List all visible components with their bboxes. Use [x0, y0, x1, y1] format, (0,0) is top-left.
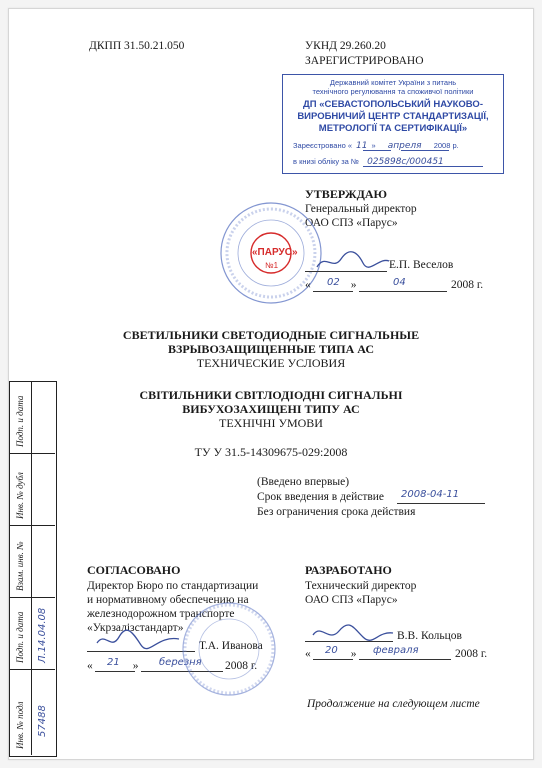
side-value-4: Л.14.04.08 [37, 607, 48, 663]
side-row-sep-1 [9, 453, 55, 454]
title-ru-line3: ТЕХНИЧЕСКИЕ УСЛОВИЯ [196, 356, 346, 370]
developed-name: В.В. Кольцов [397, 630, 462, 642]
side-value-5: 57488 [37, 705, 48, 737]
tu-number: ТУ У 31.5-14309675-029:2008 [194, 445, 348, 459]
side-row-sep-2 [9, 525, 55, 526]
document-page [8, 8, 534, 760]
approve-year: 2008 г. [451, 279, 484, 291]
agreed-day: 21 [107, 657, 120, 668]
registered-label: ЗАРЕГИСТРИРОВАНО [305, 55, 424, 67]
stamp-book-number: 025898с/000451 [367, 157, 444, 167]
stamp-book-label: в книзі обліку за № [293, 157, 359, 166]
agreed-line2: и нормативному обеспечению на [87, 594, 249, 606]
developed-month: февраля [373, 645, 419, 656]
stamp-book-underline [363, 166, 483, 167]
ukn-code: УКНД 29.260.20 [305, 40, 386, 52]
developed-day: 20 [325, 645, 338, 656]
side-row-sep-3 [9, 597, 55, 598]
intro-date-label: Срок введения в действие [257, 491, 385, 503]
agreed-year: 2008 г. [225, 660, 258, 672]
approve-position2: ОАО СПЗ «Парус» [305, 217, 398, 229]
intro-validity: Без ограничения срока действия [257, 506, 416, 518]
side-label-2: Инв. № дубл [15, 472, 25, 519]
approve-sign-underline [305, 271, 387, 272]
approve-position1: Генеральный директор [305, 203, 417, 215]
agreed-line3: железнодорожном транспорте [87, 608, 235, 620]
approve-name: Е.П. Веселов [389, 259, 454, 271]
side-stamp-table [9, 381, 55, 761]
title-ru-line1: СВЕТИЛЬНИКИ СВЕТОДИОДНЫЕ СИГНАЛЬНЫЕ [122, 328, 420, 342]
agreed-day-underline [95, 671, 135, 672]
agreed-name: Т.А. Иванова [199, 640, 263, 652]
stamp-day-underline [363, 150, 391, 151]
seal-center-top: «ПАРУС» [252, 247, 298, 258]
intro-date-value: 2008-04-11 [401, 489, 460, 500]
registration-stamp [282, 74, 504, 174]
agreed-seal [179, 599, 279, 699]
agreed-line4: «Укрзалізстандарт» [87, 622, 184, 634]
stamp-org2: ВИРОБНИЧИЙ ЦЕНТР СТАНДАРТИЗАЦІЇ, [297, 111, 489, 122]
continuation-note: Продолжение на следующем листе [307, 698, 480, 710]
stamp-reg-year: 2008 р. [433, 141, 459, 150]
approve-signature [313, 247, 393, 277]
approve-month: 04 [393, 277, 406, 288]
doc-code: ДКПП 31.50.21.050 [89, 40, 185, 52]
stamp-month-underline [401, 150, 449, 151]
stamp-line1: Державний комітет України з питань [329, 78, 457, 87]
stamp-registered-row: Зареєстровано « 11 » апреля 2008 р. [293, 141, 459, 151]
approve-title: УТВЕРЖДАЮ [305, 187, 388, 201]
intro-first: (Введено впервые) [257, 476, 350, 488]
developed-title: РАЗРАБОТАНО [305, 563, 392, 577]
agreed-date-row: « » [87, 660, 139, 672]
developed-year: 2008 г. [455, 648, 488, 660]
side-label-5: Инв. № подл [15, 701, 25, 749]
developed-month-underline [359, 659, 451, 660]
developed-line1: Технический директор [305, 580, 417, 592]
developed-day-underline [313, 659, 353, 660]
approve-day: 02 [327, 277, 340, 288]
stamp-registered-label: Зареєстровано « [293, 141, 353, 150]
side-row-sep-4 [9, 669, 55, 670]
agreed-line1: Директор Бюро по стандартизации [87, 580, 259, 592]
approve-day-underline [313, 291, 353, 292]
title-ua-line1: СВІТИЛЬНИКИ СВІТЛОДІОДНІ СИГНАЛЬНІ [139, 388, 403, 402]
side-table-divider [31, 381, 32, 755]
approve-month-underline [359, 291, 447, 292]
developed-sign-underline [305, 641, 393, 642]
title-ua-line3: ТЕХНІЧНІ УМОВИ [219, 416, 323, 430]
title-ua-line2: ВИБУХОЗАХИЩЕНІ ТИПУ АС [182, 402, 360, 416]
stamp-reg-day: 11 [356, 141, 368, 151]
approve-date-row: « » [305, 279, 357, 291]
developed-date-row: « » [305, 648, 357, 660]
title-ru-line2: ВЗРЫВОЗАЩИЩЕННЫЕ ТИПА АС [167, 342, 374, 356]
stamp-org3: МЕТРОЛОГІЇ ТА СЕРТИФІКАЦІЇ» [318, 123, 468, 134]
side-label-3: Взам. инв. № [15, 541, 25, 591]
seal-center-bottom: №1 [265, 261, 279, 270]
intro-date-underline [397, 503, 485, 504]
side-label-4: Подп. и дата [15, 611, 25, 663]
stamp-org1: ДП «СЕВАСТОПОЛЬСЬКИЙ НАУКОВО- [303, 99, 483, 110]
stamp-line2: технічного регулювання та споживчої політики [312, 87, 474, 96]
agreed-month: березня [159, 657, 202, 668]
developed-line2: ОАО СПЗ «Парус» [305, 594, 398, 606]
side-label-1: Подп. и дата [15, 395, 25, 447]
agreed-title: СОГЛАСОВАНО [87, 563, 181, 577]
stamp-reg-month: апреля [387, 141, 422, 151]
